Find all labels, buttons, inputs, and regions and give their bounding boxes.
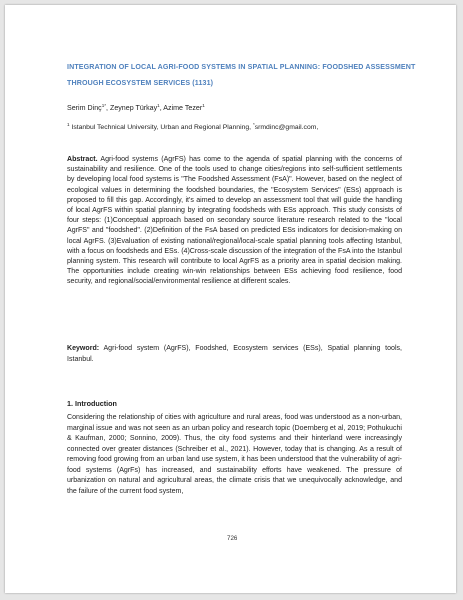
author-affiliation: [67, 123, 402, 133]
keywords-label: Keyword:: [67, 345, 100, 352]
abstract-text: Agri-food systems (AgrFS) has come to the agenda of spatial planning with the concerns of sustainability and resilience. One of the tools used to change cities/regions into self-sufficient settlements by developing local food systems is "The Foodshed Assessment (FsA)". However, based on the neglect of ecological values in determining the foodshed boundaries, the "Ecosystem Services" (ESs) approach is proposed to fill this gap. Accordingly, it's aimed to develop an assessment tool that will guide the handling of local AgrFS within spatial planning by integrating foodsheds with ESs approach. This study consists of four steps: (1)Conceptual approach based on secondary source literature research related to the "local AgrFS" and "foodshed". (2)Definition of the FsA based on predicted ESs indicators for decision-making on local AgrFS. (3)Evaluation of existing national/regional/local-scale spatial planning tools affecting Istanbul, with a focus on foodsheds and ESs. (4)Cross-scale discussion of the integration of the FsA into the Istanbul planning system. This research will contribute to local AgrFS as a priority area in spatial decision making. The opportunities include creating win-win relationships between ESs achieving food resilience, food security, and regional/social/environmental resilience at different scales.: [67, 156, 402, 286]
author-affiliation-mark: 1: [157, 103, 160, 108]
author-separator: ,: [159, 104, 164, 112]
affiliation-mark: 1: [67, 122, 70, 127]
author-separator: ,: [106, 104, 110, 112]
keywords: [67, 343, 402, 365]
page-number: 726: [227, 535, 238, 542]
author-affiliation-mark: 1*: [101, 103, 107, 108]
section-body: Considering the relationship of cities with agriculture and rural areas, food was understood as a non-urban, marginal issue and was not seen as an urban policy and research topic (Doernberg et al, 2019; Pothukuchi & Kaufman, 2000; Sonnino, 2009). Thus, the city food systems and their hinterland were increasingly connected over greater distances (Schreiber et al., 2021). However, today that is changing. As a result of removing food growing from an urban land use system, it has been understood that the vulnerability of agri-food systems (AgrFs) has increased, and sustainability efforts have weakened. The pressure of urbanization on natural and agricultural areas, the climate crisis that we unequivocally acknowledge, and the failure of the current food system,: [67, 414, 402, 495]
abstract-label: Abstract.: [67, 156, 98, 163]
author-name: Serim Dinç: [67, 104, 102, 112]
author-email: srmdinc@gmail.com,: [254, 124, 319, 131]
author-name: Zeynep Türkay: [109, 104, 158, 112]
affiliation-text: Istanbul Technical University, Urban and Regional Planning,: [69, 124, 253, 131]
abstract: [67, 155, 402, 288]
author-name: Azime Tezer: [163, 104, 203, 112]
paper-title: INTEGRATION OF LOCAL AGRI-FOOD SYSTEMS IN SPATIAL PLANNING: FOODSHED ASSESSMENT THROUGH ECOSYSTEM SERVICES (1131): [67, 63, 416, 87]
author-list: [67, 103, 397, 113]
email-mark: *: [252, 122, 255, 127]
keywords-text: Agri-food system (AgrFS), Foodshed, Ecosystem services (ESs), Spatial planning tools, Istanbul.: [67, 345, 402, 363]
section-heading: 1. Introduction: [67, 399, 117, 408]
paper-page: [5, 5, 456, 593]
author-affiliation-mark: 1: [202, 103, 205, 108]
